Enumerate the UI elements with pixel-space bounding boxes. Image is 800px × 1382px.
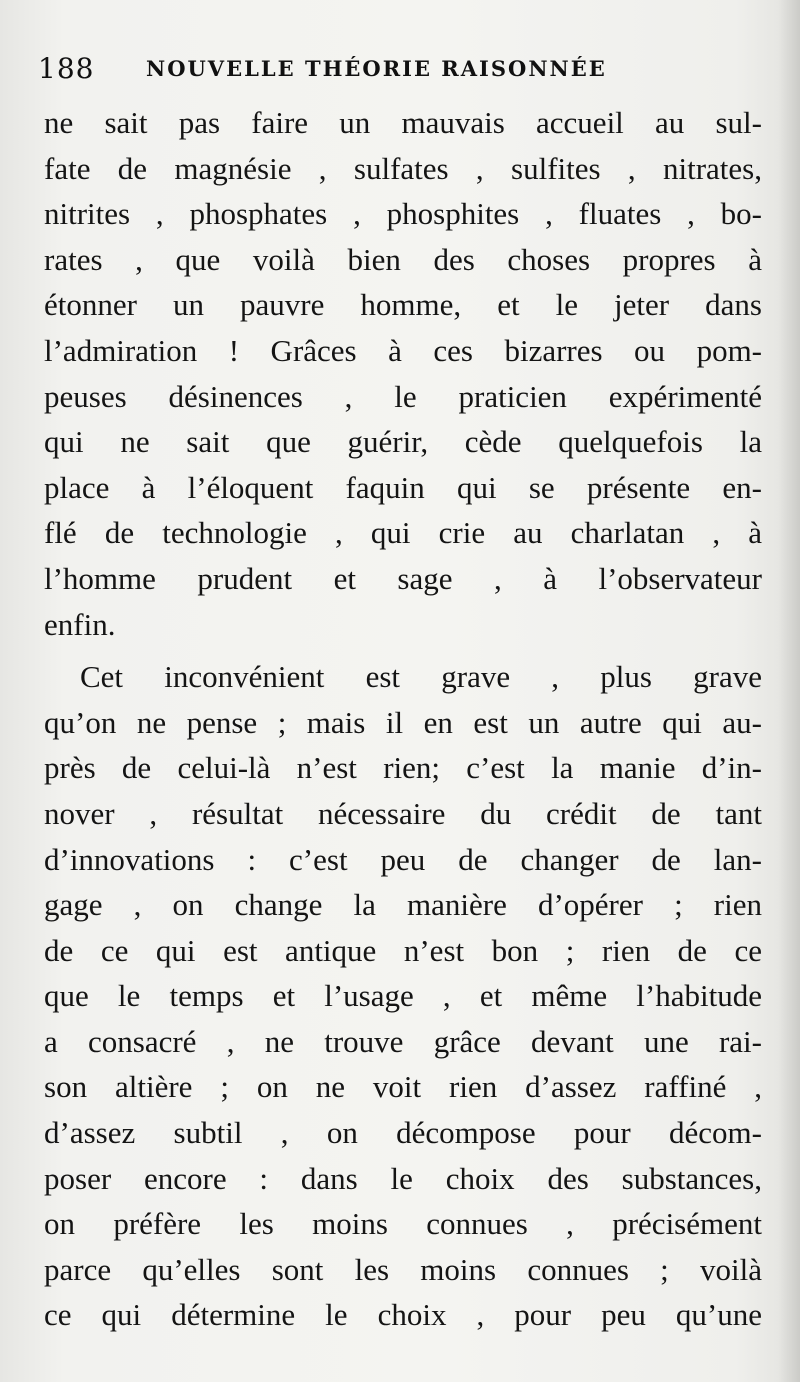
text-line: fate de magnésie , sulfates , sulfites , nitrates, (44, 150, 762, 186)
text-line: qu’on ne pense ; mais il en est un autre qui au- (44, 704, 762, 740)
text-line: rates , que voilà bien des choses propres à (44, 241, 762, 277)
text-line: ne sait pas faire un mauvais accueil au sul- (44, 105, 762, 140)
body-text (44, 100, 762, 1338)
text-line: parce qu’elles sont les moins connues ; voilà (44, 1251, 762, 1287)
text-line: gage , on change la manière d’opérer ; rien (44, 887, 762, 923)
page-number: 188 (38, 52, 95, 85)
text-line: enfin. (44, 606, 116, 642)
page-header (38, 52, 698, 96)
text-line: Cet inconvénient est grave , plus grave (80, 659, 762, 695)
text-line: flé de technologie , qui crie au charlatan , à (44, 515, 762, 551)
text-line: place à l’éloquent faquin qui se présente en- (44, 469, 762, 505)
text-line: a consacré , ne trouve grâce devant une rai- (44, 1023, 762, 1059)
text-line: peuses désinences , le praticien expérimenté (44, 378, 762, 414)
text-line: d’innovations : c’est peu de changer de lan- (44, 841, 762, 877)
text-line: l’admiration ! Grâces à ces bizarres ou pom- (44, 332, 762, 368)
text-line: poser encore : dans le choix des substances, (44, 1160, 762, 1196)
text-line: son altière ; on ne voit rien d’assez raffiné , (44, 1069, 762, 1105)
text-line: l’homme prudent et sage , à l’observateur (44, 560, 762, 596)
text-line: de ce qui est antique n’est bon ; rien de ce (44, 932, 762, 968)
text-line: nover , résultat nécessaire du crédit de tant (44, 795, 762, 831)
text-line: que le temps et l’usage , et même l’habitude (44, 978, 762, 1014)
text-line: qui ne sait que guérir, cède quelquefois la (44, 424, 762, 460)
paragraph-1 (44, 100, 762, 647)
text-line: on préfère les moins connues , précisément (44, 1206, 762, 1242)
text-line: d’assez subtil , on décompose pour décom- (44, 1115, 762, 1151)
text-line: ce qui détermine le choix , pour peu qu’une (44, 1297, 762, 1333)
paragraph-2 (44, 654, 762, 1338)
text-line: étonner un pauvre homme, et le jeter dans (44, 287, 762, 323)
page-edge-shadow (778, 0, 800, 1382)
running-head: NOUVELLE THÉORIE RAISONNÉE (146, 56, 607, 81)
text-line: près de celui-là n’est rien; c’est la manie d’in- (44, 750, 762, 786)
text-line: nitrites , phosphates , phosphites , fluates , bo- (44, 196, 762, 232)
